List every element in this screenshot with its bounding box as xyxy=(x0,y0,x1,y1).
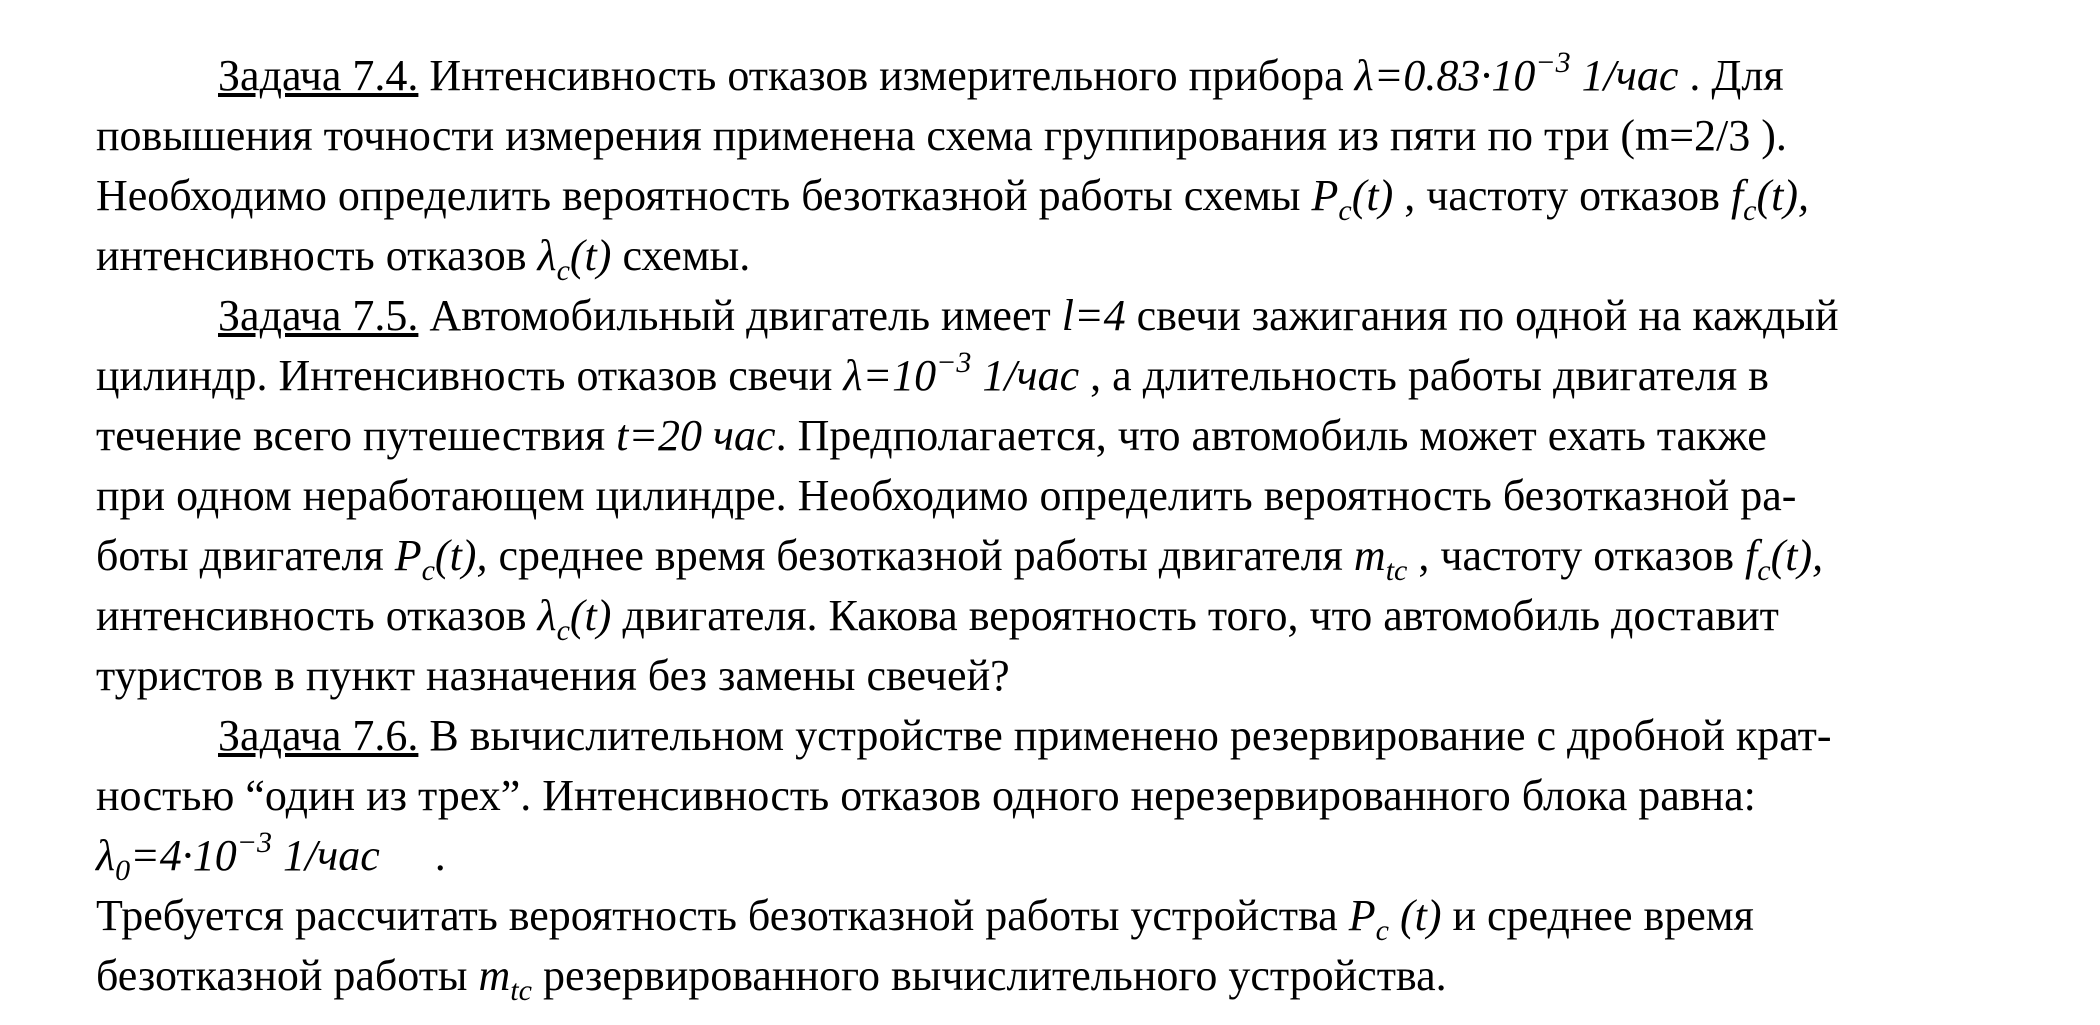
p-formula: $P_c(t)$, xyxy=(394,531,488,587)
task-7-5-line-5: боты двигателя $P_c(t)$, среднее время безотказной работы двигателя $m_{tc}$ , частоту отказов $f_c(t)$, xyxy=(96,531,1824,587)
task-7-4 xyxy=(96,46,2086,286)
lambda-formula: $\lambda=10^{-3}$ 1/час xyxy=(843,346,1080,400)
l-formula: l=4 xyxy=(1061,291,1126,340)
task-7-4-line-3: Необходимо определить вероятность безотказной работы схемы $P_c(t)$ , частоту отказов $f_c(t)$, xyxy=(96,171,1810,227)
m-formula: $m_{tc}$ xyxy=(478,951,532,1007)
m-formula: $m_{tc}$ xyxy=(1353,531,1408,587)
task-7-4-label: Задача 7.4. xyxy=(218,51,419,100)
task-7-5-line-3: течение всего путешествия t=20 час. Предполагается, что автомобиль может ехать также xyxy=(96,411,1767,460)
task-7-6 xyxy=(96,706,2086,1006)
f-formula: $f_c(t)$, xyxy=(1745,531,1824,587)
task-7-6-line-4: Требуется рассчитать вероятность безотказной работы устройства $P_c$ (t) и среднее время xyxy=(96,891,1754,947)
t-formula: t=20 час xyxy=(616,411,776,460)
task-7-5-line-7: туристов в пункт назначения без замены свечей? xyxy=(96,651,1010,700)
task-7-5-line-6: интенсивность отказов $\lambda_c(t)$ двигателя. Какова вероятность того, что автомобиль доставит xyxy=(96,591,1779,647)
task-7-5 xyxy=(96,286,2086,706)
document-page xyxy=(96,46,2086,1006)
task-7-6-line-5: безотказной работы $m_{tc}$ резервированного вычислительного устройства. xyxy=(96,951,1447,1007)
task-7-4-line-4: интенсивность отказов $\lambda_c(t)$ схемы. xyxy=(96,231,751,287)
task-7-5-label: Задача 7.5. xyxy=(218,291,419,340)
task-7-5-line-1: Задача 7.5. Автомобильный двигатель имеет l=4 свечи зажигания по одной на каждый xyxy=(218,291,1839,340)
task-7-6-label: Задача 7.6. xyxy=(218,711,419,760)
p-formula: $P_c(t)$ xyxy=(1311,171,1394,227)
lambda-formula: $\lambda=0.83\cdot 10^{-3}$ 1/час xyxy=(1354,46,1679,100)
task-7-6-line-3: $\lambda_0=4\cdot 10^{-3}$ 1/час . xyxy=(96,826,446,887)
task-7-6-line-1: Задача 7.6. В вычислительном устройстве применено резервирование с дробной крат- xyxy=(218,711,1832,760)
task-7-4-line-1: Задача 7.4. Интенсивность отказов измерительного прибора $\lambda=0.83\cdot 10^{-3}$ 1/час . Для xyxy=(218,46,1784,100)
task-7-5-line-4: при одном неработающем цилиндре. Необходимо определить вероятность безотказной ра- xyxy=(96,471,1797,520)
p-formula: $P_c$ (t) xyxy=(1348,891,1442,947)
lambda-c-formula: $\lambda_c(t)$ xyxy=(537,231,612,287)
lambda-0-formula: $\lambda_0=4\cdot 10^{-3}$ 1/час xyxy=(96,826,380,887)
task-7-5-line-2: цилиндр. Интенсивность отказов свечи $\lambda=10^{-3}$ 1/час , а длительность работы двигателя в xyxy=(96,346,1769,400)
task-7-6-line-2: ностью “один из трех”. Интенсивность отказов одного нерезервированного блока равна: xyxy=(96,771,1756,820)
f-formula: $f_c(t)$, xyxy=(1730,171,1810,227)
lambda-c-formula: $\lambda_c(t)$ xyxy=(537,591,612,647)
task-7-4-line-2: повышения точности измерения применена схема группирования из пяти по три (m=2/3 ). xyxy=(96,111,1787,160)
